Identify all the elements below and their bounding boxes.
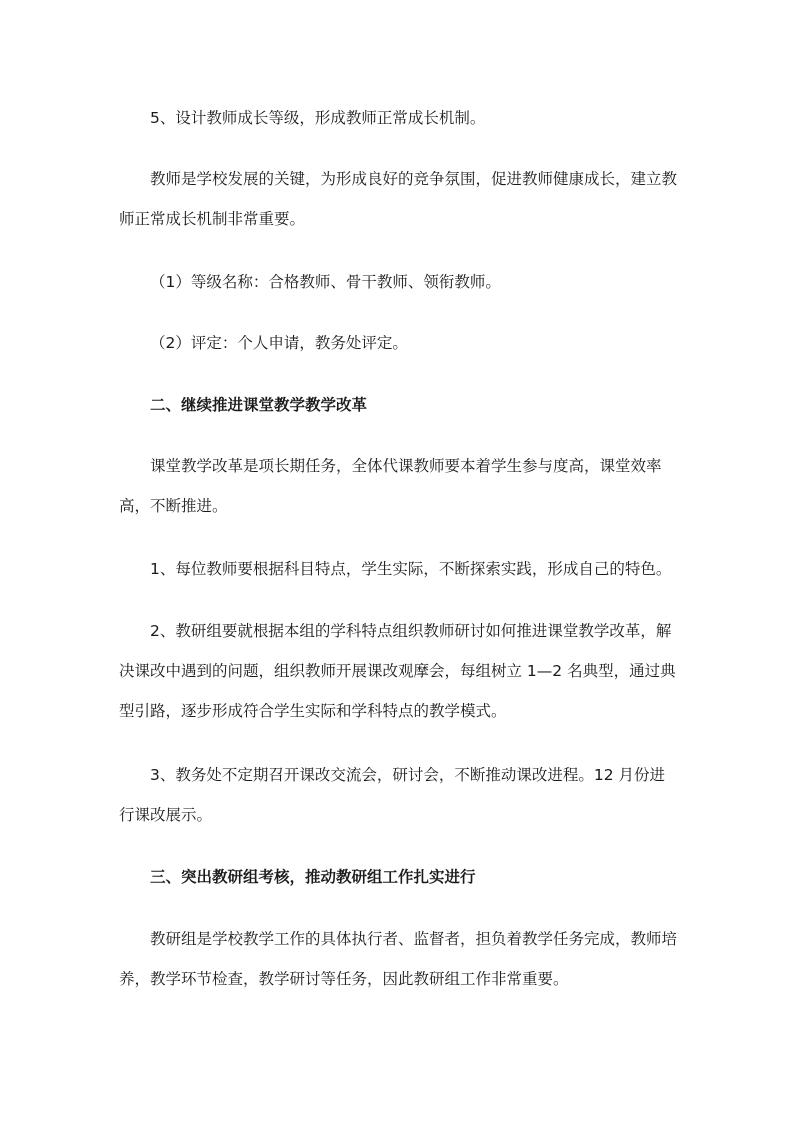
paragraph-item-2: 2、教研组要就根据本组的学科特点组织教师研讨如何推进课堂教学改革，解决课改中遇到的问题，组织教师开展课改观摩会，每组树立 1—2 名典型，通过典型引路，逐步形成符合学生实际和学科特点的教学模式。 (119, 622, 676, 720)
paragraph-item-5: 5、设计教师成长等级，形成教师正常成长机制。 (150, 109, 486, 127)
paragraph-item-3: 3、教务处不定期召开课改交流会，研讨会，不断推动课改进程。12 月份进行课改展示。 (119, 766, 666, 824)
section-heading-three: 三、突出教研组考核，推动教研组工作扎实进行 (150, 868, 476, 886)
paragraph-item-1: 1、每位教师要根据科目特点，学生实际，不断探索实践，形成自己的特色。 (150, 560, 672, 578)
paragraph-teacher-growth: 教师是学校发展的关键，为形成良好的竞争氛围，促进教师健康成长，建立教师正常成长机制非常重要。 (119, 170, 678, 228)
paragraph-grade-names: （1）等级名称：合格教师、骨干教师、领衔教师。 (150, 273, 501, 291)
paragraph-classroom-reform: 课堂教学改革是项长期任务，全体代课教师要本着学生参与度高，课堂效率高，不断推进。 (119, 457, 662, 515)
paragraph-teaching-group: 教研组是学校教学工作的具体执行者、监督者，担负着教学任务完成，教师培养，教学环节检查，教学研讨等任务，因此教研组工作非常重要。 (119, 930, 678, 988)
section-heading-two: 二、继续推进课堂教学教学改革 (150, 396, 368, 414)
paragraph-evaluation: （2）评定：个人申请，教务处评定。 (150, 334, 408, 352)
